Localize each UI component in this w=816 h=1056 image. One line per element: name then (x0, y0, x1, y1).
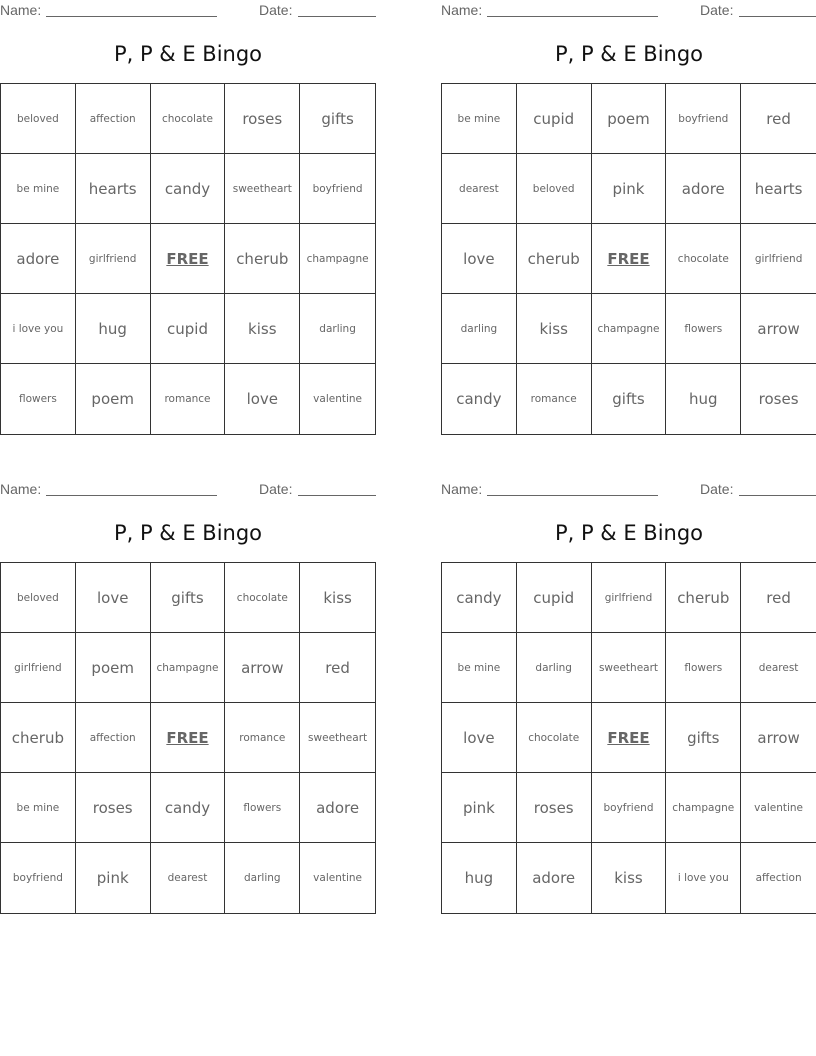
bingo-cell: arrow (225, 633, 300, 703)
name-label: Name: (0, 481, 42, 497)
bingo-cell: arrow (741, 703, 816, 773)
bingo-cell: champagne (666, 773, 741, 843)
bingo-cell: chocolate (666, 224, 741, 294)
bingo-cell: gifts (151, 563, 226, 633)
bingo-cell: boyfriend (300, 154, 375, 224)
name-label: Name: (441, 2, 483, 18)
bingo-cell: cupid (517, 563, 592, 633)
bingo-cell: sweetheart (592, 633, 667, 703)
bingo-grid (441, 562, 816, 914)
card-title: P, P & E Bingo (113, 42, 263, 66)
bingo-cell: beloved (1, 563, 76, 633)
bingo-cell: romance (225, 703, 300, 773)
bingo-cell: gifts (300, 84, 375, 154)
bingo-cell: poem (76, 633, 151, 703)
date-label: Date: (259, 2, 293, 18)
bingo-card (441, 0, 816, 440)
bingo-cell: gifts (592, 364, 667, 434)
date-label: Date: (700, 2, 734, 18)
bingo-cell: flowers (225, 773, 300, 843)
bingo-cell: roses (517, 773, 592, 843)
bingo-cell: affection (76, 84, 151, 154)
bingo-cell: girlfriend (741, 224, 816, 294)
bingo-card (441, 479, 816, 919)
bingo-cell: flowers (666, 633, 741, 703)
free-space-cell: FREE (151, 224, 226, 294)
bingo-cell: red (741, 84, 816, 154)
bingo-cell: candy (442, 563, 517, 633)
bingo-cell: hug (76, 294, 151, 364)
bingo-grid (0, 83, 376, 435)
bingo-cell: boyfriend (1, 843, 76, 913)
free-space-cell: FREE (151, 703, 226, 773)
name-label: Name: (441, 481, 483, 497)
card-header (0, 2, 376, 20)
bingo-card (0, 479, 376, 919)
bingo-cell: pink (76, 843, 151, 913)
bingo-cell: roses (76, 773, 151, 843)
bingo-cell: candy (151, 154, 226, 224)
date-blank-line (739, 495, 816, 496)
bingo-cell: darling (442, 294, 517, 364)
bingo-cell: sweetheart (225, 154, 300, 224)
bingo-cell: cupid (517, 84, 592, 154)
bingo-cell: sweetheart (300, 703, 375, 773)
bingo-cell: girlfriend (76, 224, 151, 294)
bingo-grid (0, 562, 376, 914)
bingo-cell: cherub (225, 224, 300, 294)
bingo-cell: valentine (313, 393, 363, 405)
card-title: P, P & E Bingo (113, 521, 263, 545)
free-space-cell: FREE (592, 224, 667, 294)
bingo-cell: candy (442, 364, 517, 434)
bingo-cell: darling (300, 294, 375, 364)
bingo-cell: hearts (76, 154, 151, 224)
bingo-cell: kiss (517, 294, 592, 364)
bingo-cell: boyfriend (592, 773, 667, 843)
date-blank-line (739, 16, 816, 17)
card-header (441, 2, 816, 20)
bingo-cell: darling (225, 843, 300, 913)
name-label: Name: (0, 2, 42, 18)
date-blank-line (298, 16, 376, 17)
bingo-cell: be mine (442, 633, 517, 703)
bingo-cell: flowers (1, 364, 76, 434)
bingo-cell: flowers (666, 294, 741, 364)
bingo-cell: affection (76, 703, 151, 773)
bingo-cell: hug (666, 364, 741, 434)
bingo-cell: dearest (151, 843, 226, 913)
bingo-cell: roses (225, 84, 300, 154)
bingo-cell: boyfriend (666, 84, 741, 154)
bingo-cell: romance (517, 364, 592, 434)
name-blank-line (46, 495, 217, 496)
card-title: P, P & E Bingo (554, 521, 704, 545)
bingo-cell: kiss (225, 294, 300, 364)
bingo-cell: love (76, 563, 151, 633)
name-blank-line (46, 16, 217, 17)
bingo-cell: hug (442, 843, 517, 913)
bingo-cell: beloved (1, 84, 76, 154)
bingo-cell: poem (592, 84, 667, 154)
bingo-cell: cupid (151, 294, 226, 364)
bingo-cell: dearest (442, 154, 517, 224)
bingo-cell: darling (517, 633, 592, 703)
bingo-cell: love (225, 364, 300, 434)
date-label: Date: (700, 481, 734, 497)
bingo-cell: valentine (741, 773, 816, 843)
bingo-cell: adore (300, 773, 375, 843)
bingo-cell: adore (666, 154, 741, 224)
bingo-cell: girlfriend (1, 633, 76, 703)
bingo-cell: love (442, 224, 517, 294)
bingo-card (0, 0, 376, 440)
bingo-cell: be mine (1, 154, 76, 224)
card-title: P, P & E Bingo (554, 42, 704, 66)
card-header (441, 481, 816, 499)
name-blank-line (487, 16, 658, 17)
bingo-cell: candy (151, 773, 226, 843)
free-space-cell: FREE (592, 703, 667, 773)
bingo-cell: romance (151, 364, 226, 434)
bingo-cell: adore (517, 843, 592, 913)
bingo-cell: i love you (1, 294, 76, 364)
bingo-cell: pink (442, 773, 517, 843)
bingo-cell: i love you (666, 843, 741, 913)
bingo-cell: chocolate (151, 84, 226, 154)
name-blank-line (487, 495, 658, 496)
bingo-cell: love (442, 703, 517, 773)
bingo-cell: champagne (592, 294, 667, 364)
bingo-cell: valentine (313, 872, 363, 884)
bingo-cell: champagne (300, 224, 375, 294)
bingo-cell: cherub (1, 703, 76, 773)
bingo-cell: chocolate (517, 703, 592, 773)
bingo-cell: gifts (666, 703, 741, 773)
bingo-cell: be mine (442, 84, 517, 154)
bingo-cell: beloved (517, 154, 592, 224)
bingo-cell: red (741, 563, 816, 633)
bingo-cell: chocolate (225, 563, 300, 633)
bingo-cell: champagne (151, 633, 226, 703)
bingo-cell: affection (755, 872, 802, 884)
bingo-cell: dearest (741, 633, 816, 703)
bingo-cell: hearts (741, 154, 816, 224)
bingo-cell: kiss (592, 843, 667, 913)
card-header (0, 481, 376, 499)
date-label: Date: (259, 481, 293, 497)
bingo-cell: adore (1, 224, 76, 294)
bingo-cell: cherub (666, 563, 741, 633)
bingo-cell: girlfriend (592, 563, 667, 633)
bingo-cell: poem (76, 364, 151, 434)
date-blank-line (298, 495, 376, 496)
bingo-cell: cherub (517, 224, 592, 294)
bingo-cell: roses (758, 390, 799, 408)
bingo-cell: arrow (741, 294, 816, 364)
bingo-cell: kiss (300, 563, 375, 633)
bingo-cell: red (300, 633, 375, 703)
bingo-cell: pink (592, 154, 667, 224)
bingo-grid (441, 83, 816, 435)
bingo-cell: be mine (1, 773, 76, 843)
